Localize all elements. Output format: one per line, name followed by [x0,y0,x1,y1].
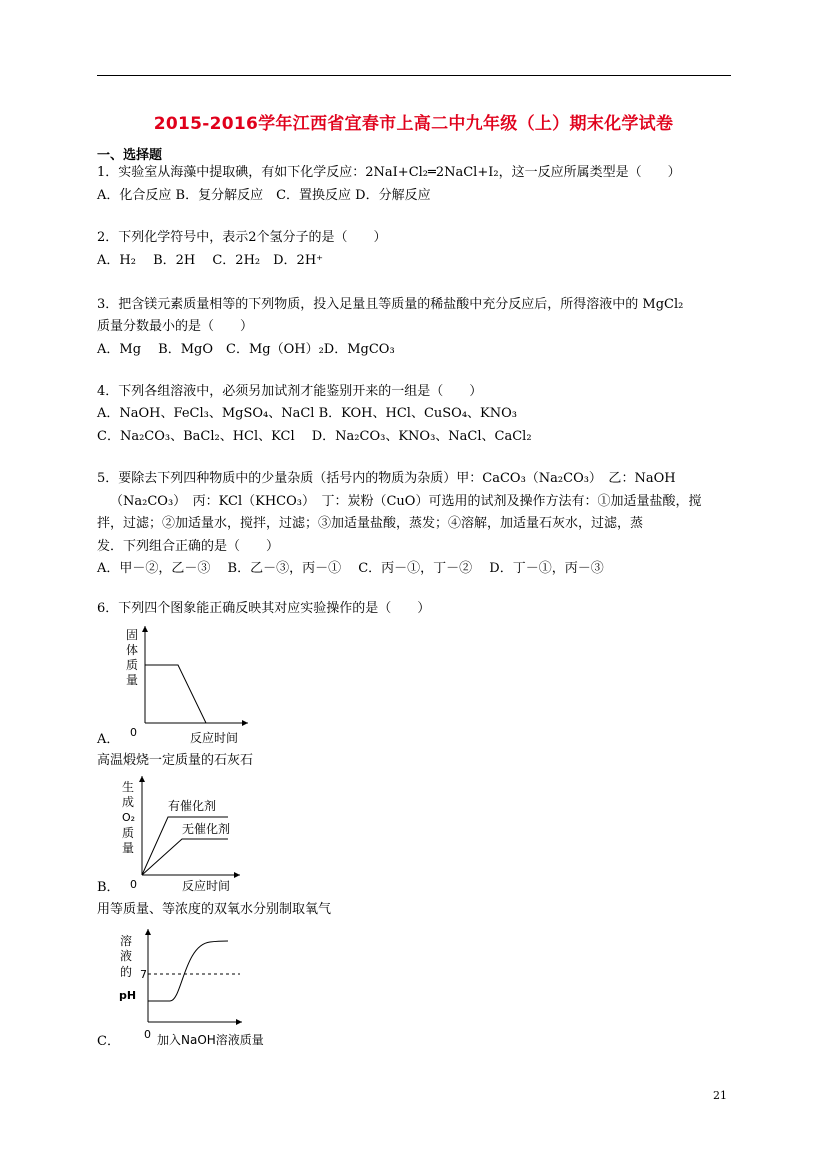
q5-stem-line2: （Na₂CO₃） 丙：KCl（KHCO₃） 丁：炭粉（CuO）可选用的试剂及操作方法有：①加适量盐酸，搅 [110,494,702,509]
q3-options: A．Mg B．MgO C．Mg（OH）₂D．MgCO₃ [97,342,395,357]
q6-option-b-letter: B． [97,880,120,895]
graph-b-ylabel-3: O₂ [122,811,136,824]
section-heading: 一、选择题 [97,148,163,163]
q2-options: A．H₂ B．2H C．2H₂ D．2H⁺ [97,253,324,268]
graph-c-origin: 0 [144,1028,151,1041]
q1-options: A．化合反应 B．复分解反应 C．置换反应 D．分解反应 [97,188,431,203]
graph-c-ylabel-2: 液 [120,949,133,963]
graph-b-xlabel: 反应时间 [182,879,231,893]
graph-b-curve-no-catalyst [142,839,228,875]
q6-option-a-caption: 高温煅烧一定质量的石灰石 [97,753,254,768]
graph-c-curve [148,941,228,1001]
graph-a-x-arrow [242,720,248,726]
graph-b-ylabel-1: 生 [122,780,135,794]
page-title: 2015-2016学年江西省宜春市上高二中九年级（上）期末化学试卷 [153,114,674,134]
q3-stem-line2: 质量分数最小的是（ ） [97,319,254,334]
graph-a-y-arrow [142,626,148,632]
graph-c-x-arrow [236,1019,242,1025]
q3-stem-line1: 3．把含镁元素质量相等的下列物质，投入足量且等质量的稀盐酸中充分反应后，所得溶液中的 MgCl₂ [97,297,684,312]
graph-a-xlabel: 反应时间 [190,731,239,745]
graph-b-ylabel-5: 量 [122,841,135,855]
graph-b-origin: 0 [130,878,137,891]
q6-option-b-caption: 用等质量、等浓度的双氧水分别制取氧气 [97,902,332,917]
graph-b-series1-label: 有催化剂 [168,799,217,813]
q6-option-c-letter: C． [97,1034,120,1049]
graph-a-ylabel-2: 体 [126,643,139,657]
graph-b-ylabel-4: 质 [122,826,135,840]
graph-c [100,925,290,1047]
q5-options: A．甲－②，乙－③ B．乙－③，丙－① C．丙－①，丁－② D．丁－①，丙－③ [97,561,604,576]
header-rule [97,75,731,76]
q4-options-line1: A．NaOH、FeCl₃、MgSO₄、NaCl B．KOH、HCl、CuSO₄、KNO₃ [97,406,517,421]
q5-stem-line3: 拌，过滤；②加适量水，搅拌，过滤；③加适量盐酸，蒸发；④溶解，加适量石灰水，过滤，蒸 [97,516,644,531]
graph-c-xlabel: 加入NaOH溶液质量 [157,1033,264,1047]
graph-b-series2-label: 无催化剂 [182,822,231,836]
graph-b-x-arrow [234,872,240,878]
graph-b-y-arrow [139,776,145,782]
q5-stem-line1: 5．要除去下列四种物质中的少量杂质（括号内的物质为杂质）甲：CaCO₃（Na₂CO₃） 乙：NaOH [97,471,676,486]
q4-options-line2: C．Na₂CO₃、BaCl₂、HCl、KCl D．Na₂CO₃、KNO₃、NaCl、CaCl₂ [97,429,532,444]
page-number: 21 [713,1089,727,1102]
graph-a-origin: 0 [130,726,137,739]
graph-c-ref-value: 7 [140,968,147,981]
graph-a-ylabel-3: 质 [126,658,139,672]
graph-a-ylabel-1: 固 [126,628,139,642]
q4-stem: 4．下列各组溶液中，必须另加试剂才能鉴别开来的一组是（ ） [97,384,483,399]
graph-a-ylabel-4: 量 [126,673,139,687]
graph-a-curve [145,665,206,723]
graph-c-ylabel-3: 的 [120,965,133,979]
graph-b-ylabel-2: 成 [122,795,135,809]
q6-option-a-letter: A． [97,732,120,747]
graph-b [100,774,260,894]
graph-c-ylabel-1: 溶 [120,934,133,948]
graph-c-y-arrow [145,929,151,935]
q2-stem: 2．下列化学符号中，表示2个氢分子的是（ ） [97,230,387,245]
graph-c-ylabel-4: pH [119,989,137,1002]
q1-stem: 1．实验室从海藻中提取碘，有如下化学反应：2NaI+Cl₂═2NaCl+I₂，这一反应所属类型是（ ） [97,165,681,180]
graph-a [100,626,260,748]
q5-stem-line4: 发．下列组合正确的是（ ） [97,539,280,554]
q6-stem: 6．下列四个图象能正确反映其对应实验操作的是（ ） [97,601,431,616]
